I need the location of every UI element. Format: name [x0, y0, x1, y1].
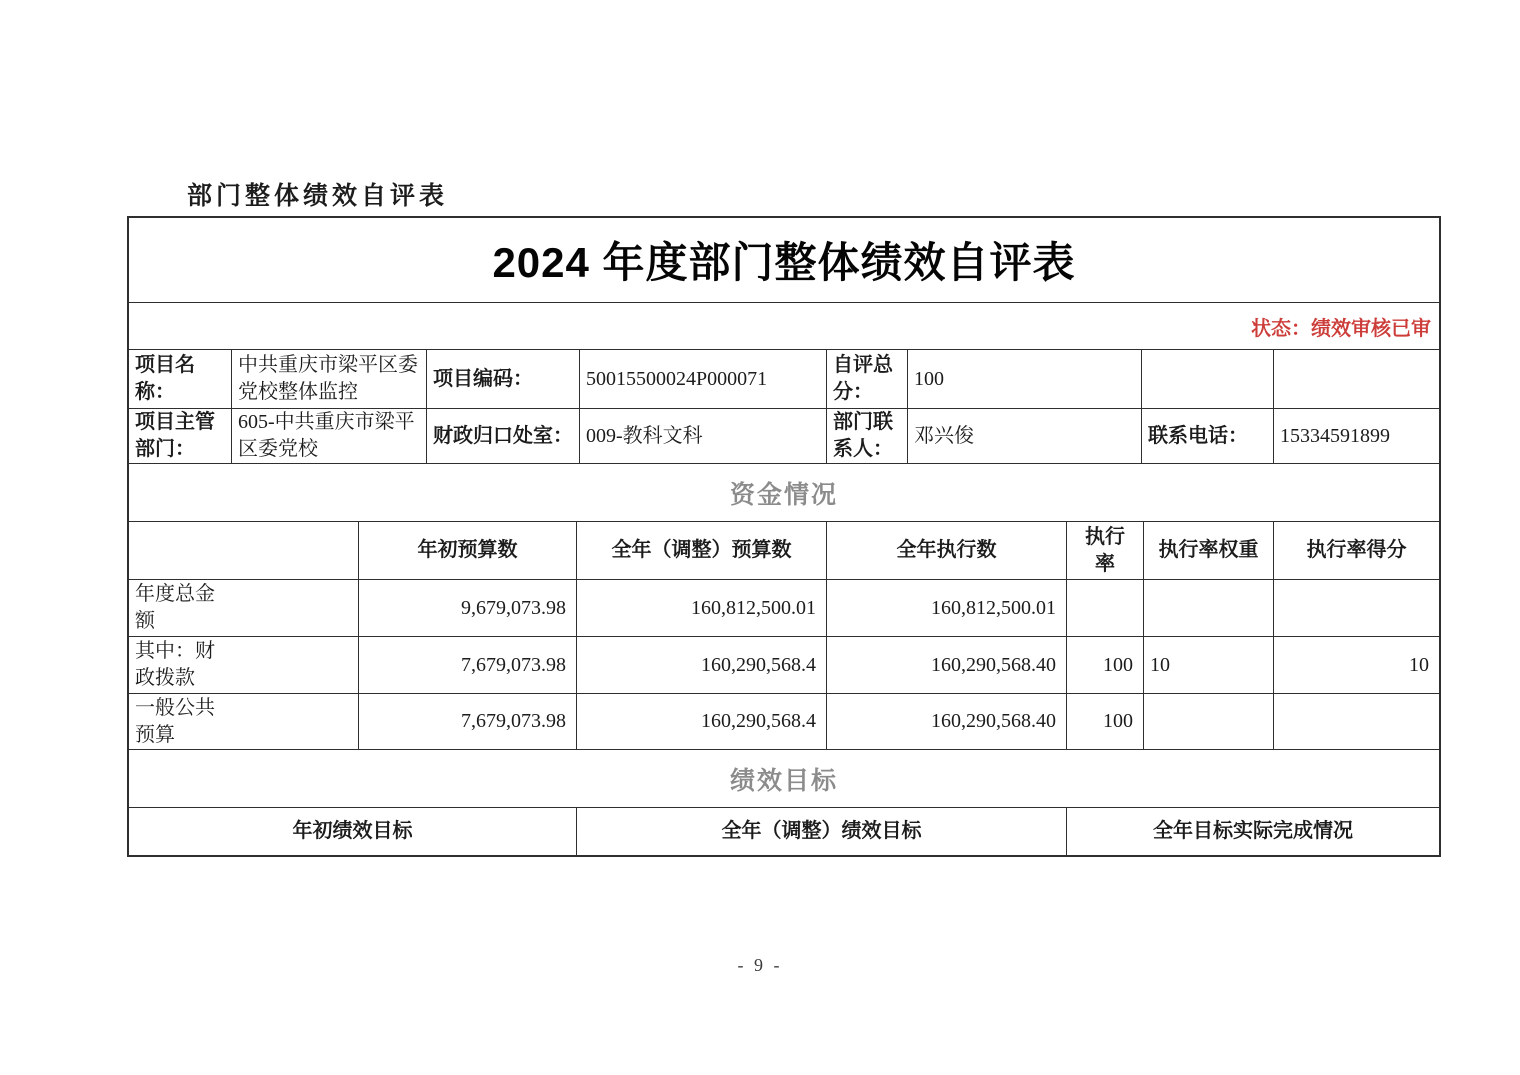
project-info-row-1 — [129, 349, 1439, 408]
evaluation-table — [127, 216, 1441, 857]
goals-section-header — [129, 749, 1439, 807]
rate-weight-value: 10 — [1143, 637, 1273, 693]
phone-label: 联系电话： — [1141, 409, 1273, 463]
goals-header-initial: 年初绩效目标 — [292, 820, 413, 842]
executed-value: 160,812,500.01 — [826, 580, 1066, 636]
rate-score-value: 10 — [1273, 637, 1439, 693]
rate-score-value — [1273, 580, 1439, 636]
funding-header-rate-weight: 执行率权重 — [1143, 522, 1273, 579]
status-badge: 状态：绩效审核已审 — [1251, 317, 1431, 340]
executed-value: 160,290,568.40 — [826, 694, 1066, 749]
funding-row-public-budget — [129, 693, 1439, 749]
document-heading: 部门整体绩效自评表 — [187, 183, 449, 210]
project-name-label: 项目名称： — [135, 354, 195, 403]
funding-header-row — [129, 521, 1439, 579]
rate-value — [1066, 580, 1143, 636]
goals-header-adjusted: 全年（调整）绩效目标 — [576, 808, 1066, 855]
project-code-value: 50015500024P000071 — [579, 350, 826, 408]
funding-row-total — [129, 579, 1439, 636]
page-number: - 9 - — [737, 955, 783, 975]
rate-value: 100 — [1066, 694, 1143, 749]
funding-row-name: 年度总金额 — [135, 583, 215, 632]
initial-budget-value: 7,679,073.98 — [358, 694, 576, 749]
rate-weight-value — [1143, 580, 1273, 636]
project-code-label: 项目编码： — [426, 350, 579, 408]
empty-cell — [1141, 350, 1273, 408]
dept-label: 项目主管部门： — [135, 411, 215, 460]
funding-section-header — [129, 463, 1439, 521]
rate-weight-value — [1143, 694, 1273, 749]
dept-value: 605-中共重庆市梁平区委党校 — [231, 409, 426, 463]
funding-header-executed: 全年执行数 — [826, 522, 1066, 579]
executed-value: 160,290,568.40 — [826, 637, 1066, 693]
contact-value: 邓兴俊 — [907, 409, 1141, 463]
phone-value: 15334591899 — [1273, 409, 1439, 463]
adjusted-budget-value: 160,290,568.4 — [576, 694, 826, 749]
rate-value: 100 — [1066, 637, 1143, 693]
empty-cell — [1273, 350, 1439, 408]
project-name-value: 中共重庆市梁平区委党校整体监控 — [231, 350, 426, 408]
initial-budget-value: 9,679,073.98 — [358, 580, 576, 636]
table-title: 2024 年度部门整体绩效自评表 — [492, 239, 1076, 286]
funding-row-fiscal — [129, 636, 1439, 693]
initial-budget-value: 7,679,073.98 — [358, 637, 576, 693]
finance-office-label: 财政归口处室： — [426, 409, 579, 463]
goals-section-title: 绩效目标 — [729, 766, 838, 795]
project-info-row-2 — [129, 408, 1439, 463]
funding-header-rate: 执行率 — [1066, 522, 1143, 579]
adjusted-budget-value: 160,290,568.4 — [576, 637, 826, 693]
funding-row-name: 其中：财政拨款 — [135, 640, 215, 689]
finance-office-value: 009-教科文科 — [579, 409, 826, 463]
funding-row-name: 一般公共预算 — [135, 696, 215, 746]
goals-header-row — [129, 807, 1439, 855]
funding-section-title: 资金情况 — [729, 480, 838, 509]
status-row — [129, 302, 1439, 349]
self-score-value: 100 — [907, 350, 1141, 408]
goals-header-actual: 全年目标实际完成情况 — [1066, 808, 1439, 855]
funding-header-blank — [129, 522, 358, 579]
funding-header-adjusted-budget: 全年（调整）预算数 — [576, 522, 826, 579]
table-title-row — [129, 218, 1439, 302]
contact-label: 部门联系人： — [826, 409, 907, 463]
rate-score-value — [1273, 694, 1439, 749]
self-score-label: 自评总分： — [826, 350, 907, 408]
funding-header-initial-budget: 年初预算数 — [358, 522, 576, 579]
adjusted-budget-value: 160,812,500.01 — [576, 580, 826, 636]
funding-header-rate-score: 执行率得分 — [1273, 522, 1439, 579]
